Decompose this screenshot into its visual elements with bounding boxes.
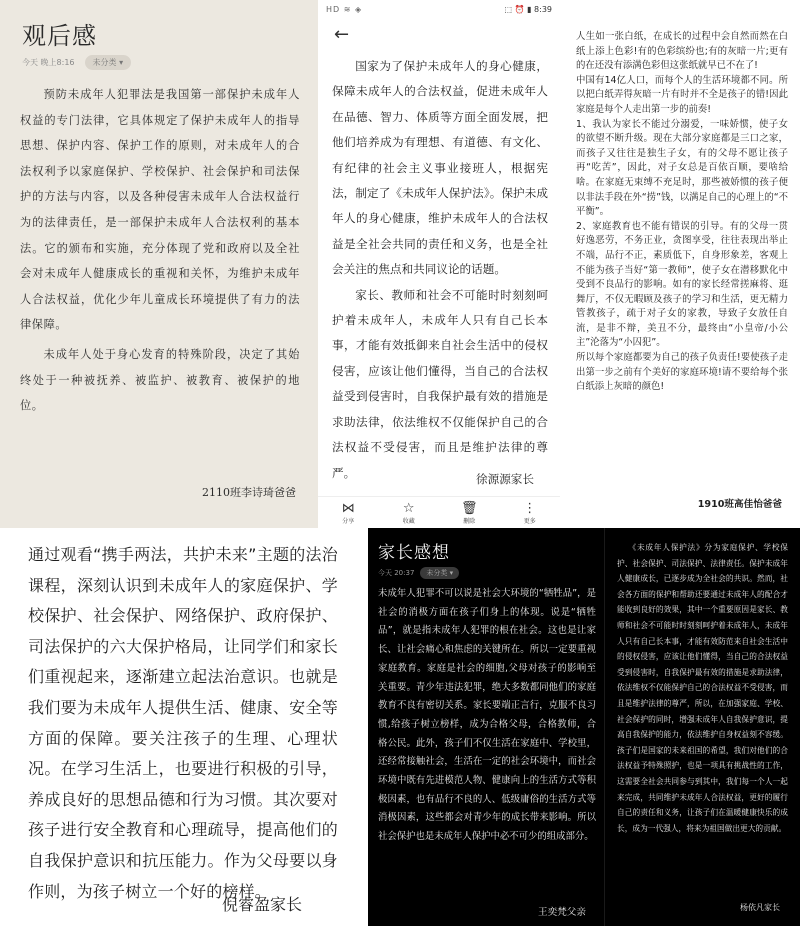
- note-paragraph: 1、我认为家长不能过分溺爱，一味娇惯，使子女的欲望不断升级。现在大部分家庭都是三口之家，而孩子又往往是独生子女，有的父母不愿让孩子再“吃苦”，因此，对子女总是百依百顺，要啥给啥。在家庭无束缚不充足时，那些被娇惯的孩子便以非法手段在外“捞”钱，以满足自己的心理上的“不平衡”。: [576, 118, 788, 218]
- favorite-button[interactable]: [389, 502, 429, 525]
- note-signature: 1910班高佳怡爸爸: [697, 499, 782, 510]
- share-label: 分享: [342, 517, 355, 525]
- note-paragraph: 家长、教师和社会不可能时时刻刻呵护着未成年人，未成年人只有自己长本事，才能有效抵御来自社会生活中的侵权侵害，应该让他们懂得，当自己的合法权益受到侵害时，自我保护最有效的措施是求助法律，依法维权不仅能保护自己的合法权益不受侵害，而且是维护法律的尊严。: [332, 287, 548, 480]
- more-icon: ⋮: [523, 500, 537, 516]
- note-paragraph: 国家为了保护未成年人的身心健康，保障未成年人的合法权益，促进未成年人在品德、智力、体质等方面全面发展，把他们培养成为有理想、有道德、有文化、有纪律的社会主义事业接班人，根据宪法，制定了《未成年人保护法》。保护未成年人的身心健康，维护未成年人的合法权益是全社会共同的责任和义务，也是全社会关注的焦点和共同议论的话题。: [332, 59, 548, 277]
- note-meta: [378, 567, 596, 579]
- note-title: 家长感想: [378, 543, 450, 563]
- note-body: 《未成年人保护法》分为家庭保护、学校保护、社会保护、司法保护、法律责任。保护未成年人健康成长，已逐步成为全社会的共识。然而，社会各方面的保护和帮助还要通过未成年人的配合才能收到良好的效果，其中一个重要原因是家长、教师和社会不可能时时刻刻呵护着未成年人，未成年人只有自己长本事，才能有效防范来自社会生活中的侵权侵害，应该让他们懂得，当自己的合法权益受到侵害时，自我保护最有效的措施是求助法律，依法维权不仅能保护自己的合法权益不受侵害，而且是维护法律的尊严，所以，在加强家庭、学校、社会保护的同时，增强未成年人自我保护意识，提高自我保护的能力，依法维护自身权益刻不容缓。孩子们是国家的未来祖国的希望，我们对他们的合法权益予特殊照护，也是一项具有挑战性的工作，这需要全社会共同参与到其中，我们每一个人一起来完成，共同维护未成年人合法权益，更好的履行自己的责任和义务，让孩子们在温暖健康快乐的成长，成为一代强人，将来为祖国做出更大的贡献。: [617, 543, 788, 833]
- chevron-down-icon: ▾: [119, 58, 124, 67]
- category-label: 未分类: [92, 58, 117, 67]
- status-left: HD ≋ ◈: [326, 4, 363, 14]
- back-arrow-icon[interactable]: ←: [334, 24, 350, 45]
- note-paragraph: 人生如一张白纸，在成长的过程中会自然而然在白纸上添上色彩!有的色彩缤纷也;有的灰暗一片;更有的在还没有添满色彩但这张纸就早已不在了!: [576, 31, 788, 72]
- note-body: 通过观看“携手两法，共护未来”主题的法治课程，深刻认识到未成年人的家庭保护、学校保护、社会保护、网络保护、政府保护、司法保护的六大保护格局，让同学们和家长们重视起来，逐渐建立起法治意识。也就是我们要为未成年人提供生活、健康、安全等方面的保障。要关注孩子的生理、心理状况。在学习生活上，也要进行积极的引导，养成良好的思想品德和行为习惯。其次要对孩子进行安全教育和心理疏导，提高他们的自我保护意识和抗压能力。作为父母要以身作则，为孩子树立一个好的榜样。: [28, 545, 338, 901]
- category-tag[interactable]: [420, 567, 459, 579]
- note-body: [332, 54, 548, 486]
- more-button[interactable]: [510, 502, 550, 525]
- handwritten-note-panel: [0, 0, 318, 528]
- phone-note-panel: [318, 0, 560, 528]
- category-label: 未分类: [426, 569, 448, 577]
- bottom-toolbar: [318, 496, 560, 528]
- delete-button[interactable]: [449, 502, 489, 525]
- note-paragraph: 预防未成年人犯罪法是我国第一部保护未成年人权益的专门法律，它具体规定了保护未成年人的指导思想、保护内容、保护工作的原则，对未成年人的合法权利予以家庭保护、学校保护、社会保护和司法保护的方法与内容，以及各种侵害未成年人合法权益行为的法律责任，是一部保护未成年人合法权利的基本法。它的颁布和实施，充分体现了党和政府以及全社会对未成年人健康成长的重视和关怀，为维护未成年人合法权益，优化少年儿童成长环境提供了有力的法律保障。: [20, 88, 300, 332]
- note-timestamp: 今天 晚上8:16: [22, 58, 75, 67]
- chevron-down-icon: ▾: [449, 569, 454, 577]
- category-tag[interactable]: [85, 55, 132, 70]
- share-icon: ⋈: [341, 500, 355, 516]
- note-title: 观后感: [22, 22, 97, 50]
- note-meta: [22, 55, 300, 70]
- status-bar: [318, 0, 560, 18]
- more-label: 更多: [523, 517, 536, 525]
- dark-note-right-column: [604, 528, 800, 926]
- star-icon: ☆: [402, 500, 415, 516]
- note-signature: 杨依凡家长: [740, 903, 780, 912]
- note-paragraph: 2、家庭教育也不能有错误的引导。有的父母一贯好逸恶劳，不务正业，贪图享受，往往表现出举止不端，品行不正，素质低下，自身形象差，客观上不能为孩子当好“第一教师”，使子女在潜移默化中受到不良品行的影响。如有的家长经常搓麻将、逛舞厅，不仅无暇顾及孩子的学习和生活，更无精力管教孩子，疏于对子女的家教，导致子女放任自流，是非不辩，美丑不分，最终由“小皇帝/小公主”沦落为“小囚犯”。: [576, 220, 788, 349]
- note-body: [576, 30, 788, 395]
- share-button[interactable]: [328, 502, 368, 525]
- note-signature: 徐源源家长: [476, 472, 534, 486]
- favorite-label: 收藏: [402, 517, 415, 525]
- note-paragraph: 未成年人处于身心发育的特殊阶段，决定了其始终处于一种被抚养、被监护、被教育、被保护的地位。: [20, 347, 300, 413]
- dark-note-left-column: [368, 528, 604, 926]
- note-signature: 2110班李诗琦爸爸: [202, 486, 296, 499]
- dark-note-panel: [368, 528, 800, 926]
- note-timestamp: 今天 20:37: [378, 569, 415, 577]
- trash-icon: 🗑: [460, 500, 478, 516]
- note-paragraph: 所以每个家庭都要为自己的孩子负责任!要使孩子走出第一步之前有个美好的家庭环境!请不要给每个张白纸添上灰暗的颜色!: [576, 352, 788, 393]
- typed-note-panel: [560, 0, 800, 528]
- note-body: [20, 82, 300, 419]
- delete-label: 删除: [463, 517, 476, 525]
- note-signature: 倪睿盈家长: [221, 895, 302, 914]
- note-signature: 王奕梵父亲: [538, 907, 586, 918]
- note-paragraph: 中国有14亿人口，而每个人的生活环境都不同。所以把白纸弄得灰暗一片有时并不全是孩子的错!因此家庭是每个人走出第一步的前奏!: [576, 74, 788, 115]
- status-right: ⬚ ⏰ ▮ 8:39: [504, 4, 552, 14]
- plain-note-panel: [0, 528, 368, 926]
- note-body: 未成年人犯罪不可以说是社会大环境的“牺牲品”，是社会的消极方面在孩子们身上的体现。说是“牺牲品”，就是指未成年人犯罪的根在社会。这也是让家长、让社会痛心和焦虑的关键所在。所以一定要重视家庭教育。家庭是社会的细胞,父母对孩子的影响至关重要。青少年违法犯罪，绝大多数都同他们的家庭教育不良有密切关系。家长要端正言行，克服不良习惯,给孩子树立榜样，成为合格父母，合格教师，合格公民。此外，孩子们不仅生活在家庭中、学校里，还经常接触社会，生活在一定的社会环境中，而社会环境中既有先进模范人物、健康向上的生活方式等积极因素，也有品行不良的人、低级庸俗的生活方式等消极因素，这些都会对青少年的成长带来影响。所以社会保护也是未成年人保护中必不可少的组成部分。: [378, 588, 596, 843]
